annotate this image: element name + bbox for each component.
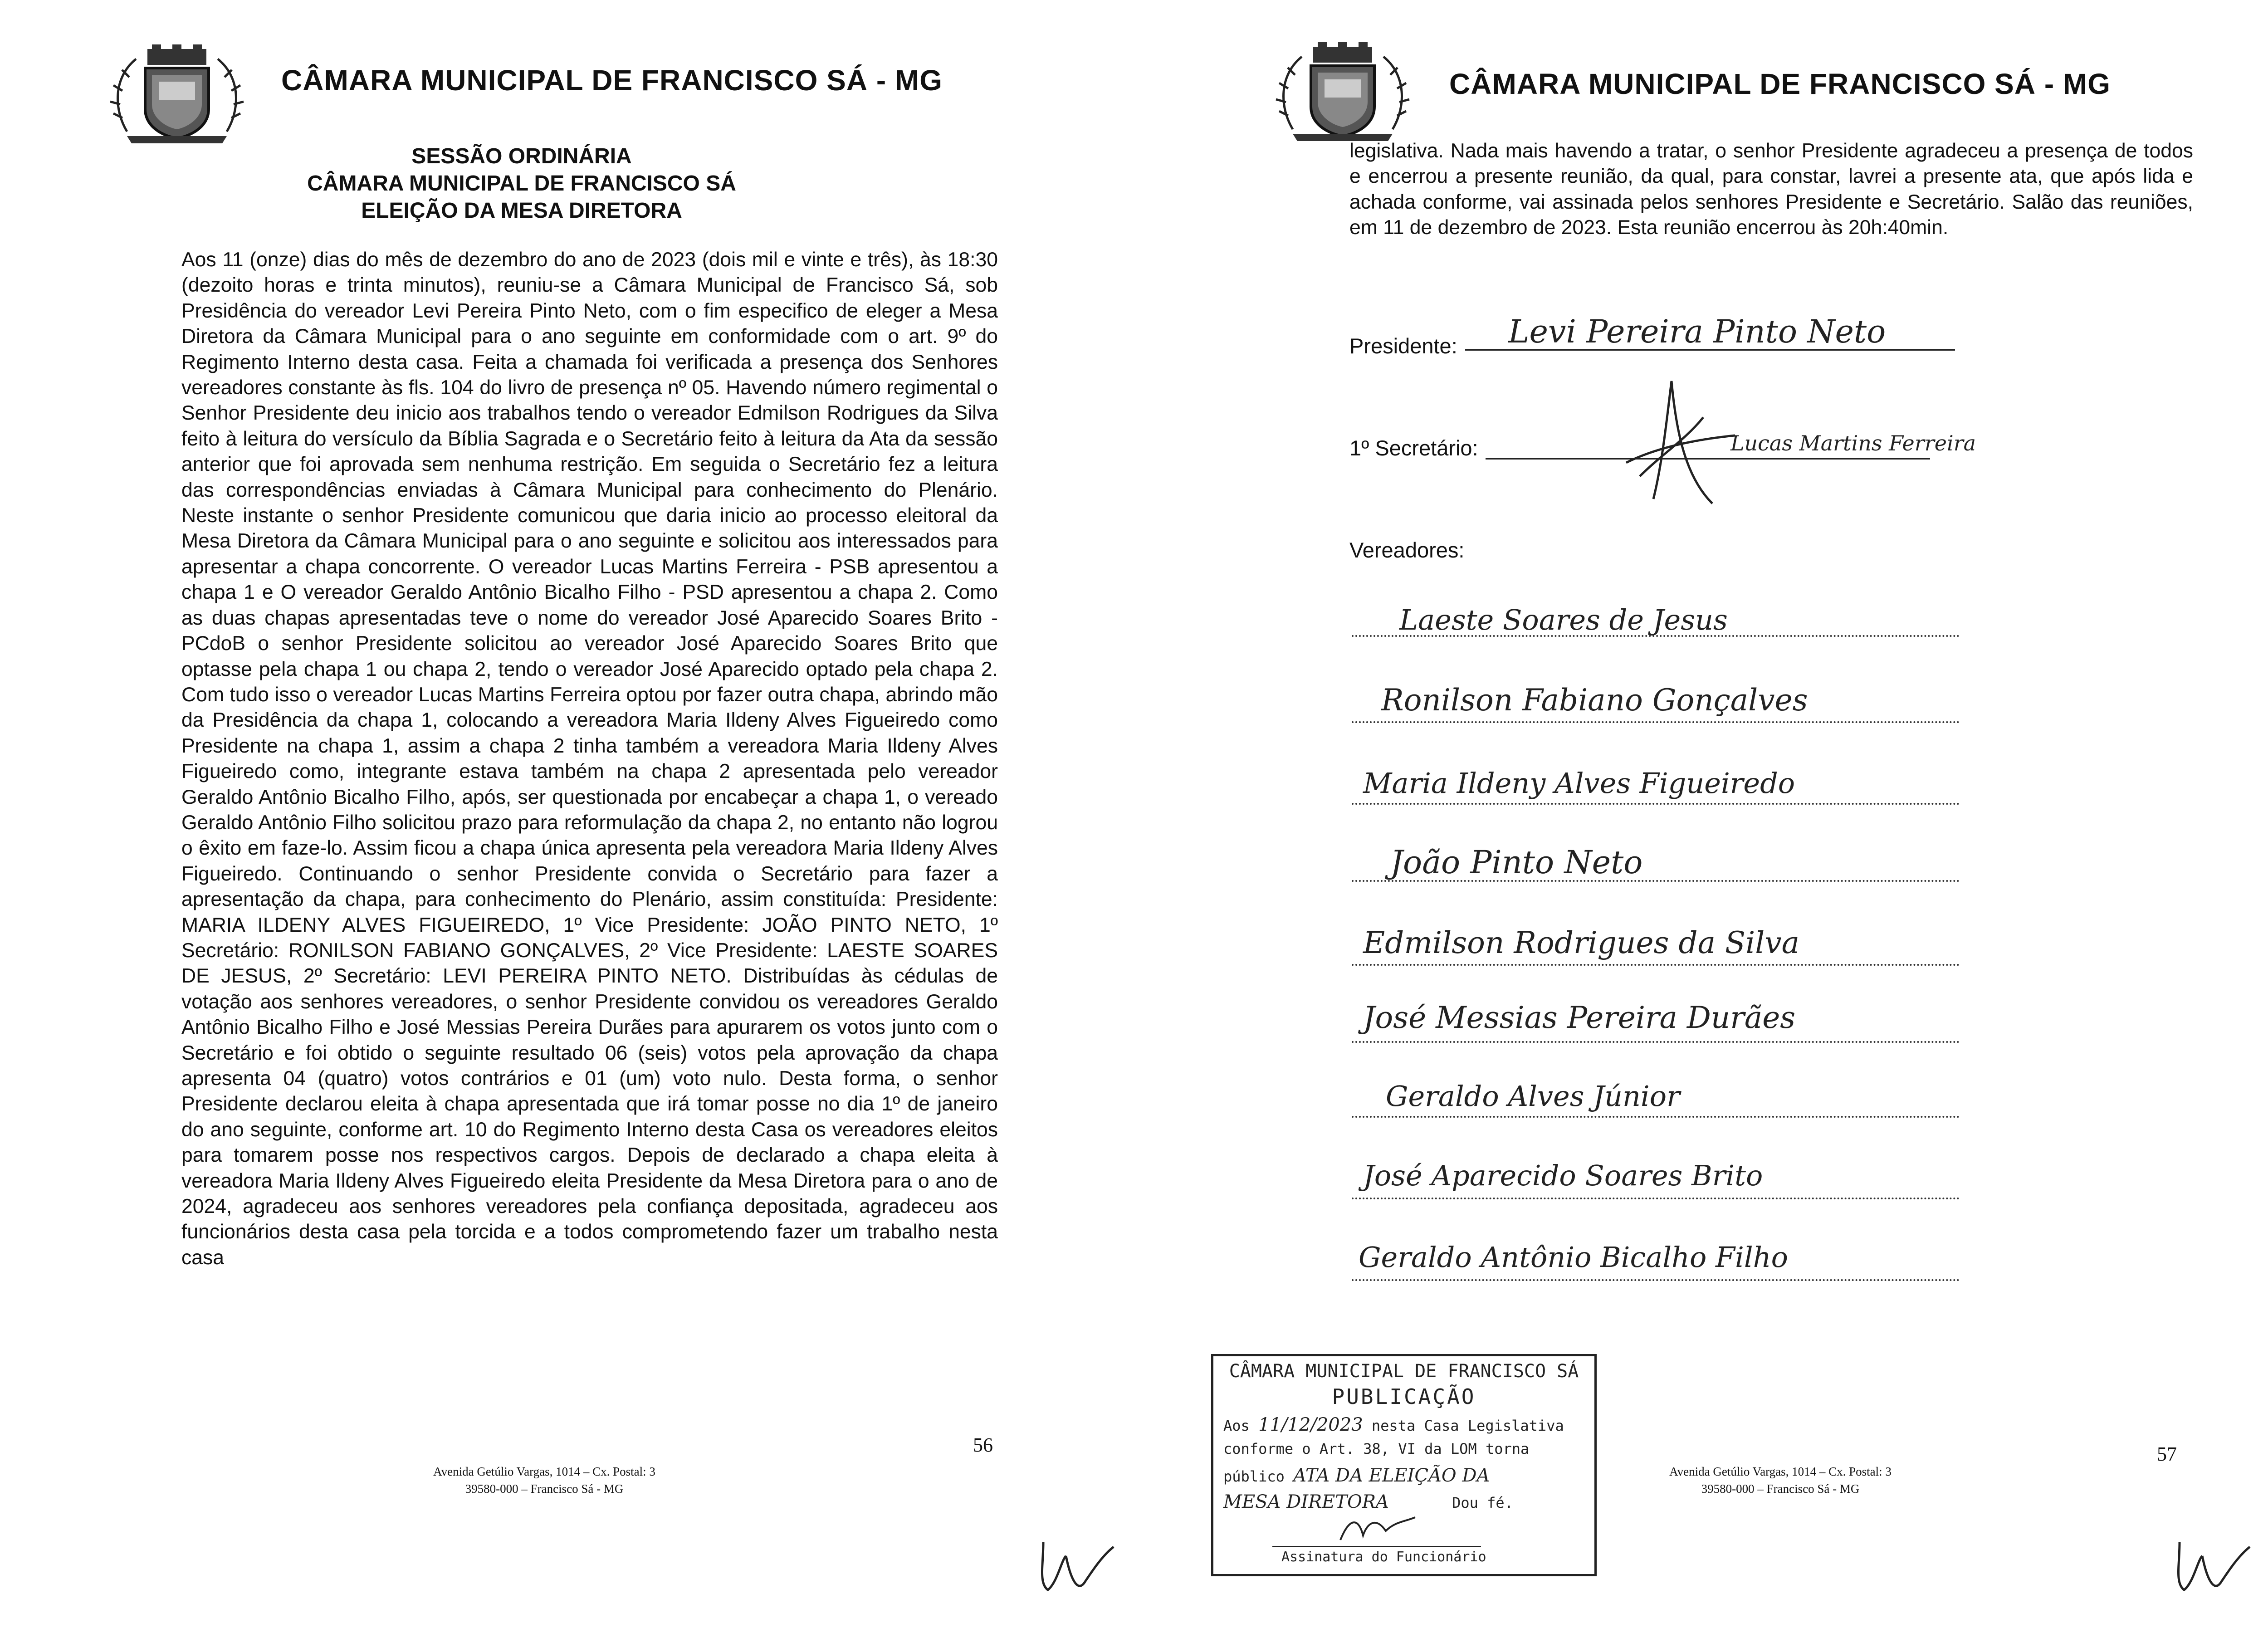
title-line-3: ELEIÇÃO DA MESA DIRETORA: [361, 199, 682, 223]
header-title: CÂMARA MUNICIPAL DE FRANCISCO SÁ - MG: [281, 64, 943, 97]
stamp-signature-line: [1272, 1546, 1481, 1547]
stamp-aos: Aos: [1223, 1417, 1250, 1434]
stamp-heading: PUBLICAÇÃO: [1332, 1384, 1476, 1409]
councillor-signature: José Messias Pereira Durães: [1363, 1000, 1796, 1035]
session-title: [272, 143, 771, 225]
councillor-signature: Maria Ildeny Alves Figueiredo: [1363, 767, 1795, 800]
address-line-2: 39580-000 – Francisco Sá - MG: [1701, 1482, 1860, 1496]
stamp-publico-row: [1223, 1465, 1490, 1486]
signature-dotted-line: [1352, 1116, 1960, 1118]
president-signature: Levi Pereira Pinto Neto: [1508, 313, 1886, 350]
signature-dotted-line: [1352, 1041, 1960, 1043]
header-title: CÂMARA MUNICIPAL DE FRANCISCO SÁ - MG: [1449, 68, 2111, 100]
coat-of-arms-icon: [1275, 39, 1411, 143]
footer-address: [386, 1463, 703, 1497]
title-line-1: SESSÃO ORDINÁRIA: [411, 144, 632, 168]
rubric-initials-icon: [2170, 1529, 2257, 1601]
stamp-dou-fe: Dou fé.: [1452, 1494, 1513, 1511]
stamp-date-row: [1223, 1414, 1564, 1435]
councillor-signature: João Pinto Neto: [1390, 844, 1643, 881]
councillor-signature: Laeste Soares de Jesus: [1399, 603, 1728, 636]
councillor-signature: Ronilson Fabiano Gonçalves: [1381, 683, 1808, 718]
councillor-signature: Geraldo Alves Júnior: [1386, 1080, 1680, 1113]
rubric-initials-icon: [1034, 1529, 1120, 1601]
secretary-rubric-icon: [1599, 363, 1744, 513]
footer-address: [1622, 1463, 1939, 1497]
stamp-publico: público: [1223, 1468, 1285, 1485]
minutes-body-text: Aos 11 (onze) dias do mês de dezembro do ano de 2023 (dois mil e vinte e três), às 18:30 (dezoito horas e trinta minutos), reuniu-se a Câmara Municipal de Francisco Sá, sob Presidência do vereador Levi Pereira Pinto Neto, com o fim especifico de eleger a Mesa Diretora da Câmara Municipal para o ano seguinte em conformidade com o art. 9º do Regimento Interno desta casa. Feita a chamada foi verificada a presença dos Senhores vereadores constante às fls. 104 do livro de presença nº 05. Havendo número regimental o Senhor Presidente deu inicio aos trabalhos tendo o vereador Edmilson Rodrigues da Silva feito à leitura do versículo da Bíblia Sagrada e o Secretário feito à leitura da Ata da sessão anterior que foi aprovada sem nenhuma restrição. Em seguida o Secretário fez a leitura das correspondências enviadas à Câmara Municipal para conhecimento do Plenário. Neste instante o senhor Presidente comunicou que daria inicio ao processo eleitoral da Mesa Diretora da Câmara Municipal para o ano seguinte e solicitou aos interessados para apresentar a chapa concorrente. O vereador Lucas Martins Ferreira - PSB apresentou a chapa 1 e O vereador Geraldo Antônio Bicalho Filho - PSD apresentou a chapa 2. Como as duas chapas apresentadas teve o nome do vereador José Aparecido Soares Brito - PCdoB o senhor Presidente solicitou ao vereador José Aparecido Soares Brito que optasse pela chapa 1 ou chapa 2, tendo o vereador José Aparecido optado pela chapa 2. Com tudo isso o vereador Lucas Martins Ferreira optou por fazer outra chapa, abrindo mão da Presidência da chapa 1, colocando a vereadora Maria Ildeny Alves Figueiredo como Presidente na chapa 1, assim a chapa 2 tinha também a vereadora Maria Ildeny Alves Figueiredo como, integrante estava também na chapa 2 apresentada pelo vereador Geraldo Antônio Bicalho Filho, após, ser questionada por encabeçar a chapa 1, o vereado Geraldo Antônio Filho solicitou prazo para reformulação da chapa 2, no entanto não logrou o êxito em faze-lo. Assim ficou a chapa única apresenta pela vereadora Maria Ildeny Alves Figueiredo. Continuando o senhor Presidente convida o Secretário para fazer a apresentação da chapa, para conhecimento do Plenário, assim constituída: Presidente: MARIA ILDENY ALVES FIGUEIREDO, 1º Vice Presidente: JOÃO PINTO NETO, 1º Secretário: RONILSON FABIANO GONÇALVES, 2º Vice Presidente: LAESTE SOARES DE JESUS, 2º Secretário: LEVI PEREIRA PINTO NETO. Distribuídas às cédulas de votação aos senhores vereadores, o senhor Presidente convidou os vereadores Geraldo Antônio Bicalho Filho e José Messias Pereira Durães para apurarem os votos junto com o Secretário e foi obtido o seguinte resultado 06 (seis) votos pela aprovação da chapa apresenta 04 (quatro) votos contrários e 01 (um) voto nulo. Desta forma, o senhor Presidente declarou eleita à chapa apresentada que irá tomar posse no dia 1º de janeiro do ano seguinte, conforme art. 10 do Regimento Interno desta Casa os vereadores eleitos para tomarem posse nos respectivos cargos. Depois de declarado a chapa eleita à vereadora Maria Ildeny Alves Figueiredo eleita Presidente da Mesa Diretora para o ano de 2024, agradeceu aos senhores vereadores pela confiança depositada, agradeceu aos funcionários desta casa pela torcida e a todos comprometendo fazer um trabalho nesta casa: [181, 249, 998, 1269]
signature-dotted-line: [1352, 1279, 1960, 1281]
page-number: 57: [2157, 1443, 2177, 1465]
councillors-label: Vereadores:: [1349, 538, 1465, 562]
page-number: 56: [973, 1434, 993, 1456]
councillor-signature: Geraldo Antônio Bicalho Filho: [1359, 1241, 1788, 1274]
signature-dotted-line: [1352, 803, 1960, 805]
address-line-2: 39580-000 – Francisco Sá - MG: [465, 1482, 624, 1496]
stamp-document-2: MESA DIRETORA: [1223, 1491, 1389, 1512]
stamp-date: 11/12/2023: [1258, 1414, 1363, 1435]
president-label: Presidente:: [1349, 334, 1457, 358]
secretary-signature: Lucas Martins Ferreira: [1730, 431, 1976, 455]
councillor-signature: José Aparecido Soares Brito: [1363, 1159, 1763, 1192]
title-line-2: CÂMARA MUNICIPAL DE FRANCISCO SÁ: [307, 171, 736, 196]
publication-stamp: [1211, 1354, 1597, 1576]
stamp-line4: conforme o Art. 38, VI da LOM torna: [1223, 1440, 1530, 1457]
stamp-caption: Assinatura do Funcionário: [1281, 1549, 1486, 1565]
signature-dotted-line: [1352, 721, 1960, 723]
stamp-document-1: ATA DA ELEIÇÃO DA: [1293, 1465, 1490, 1486]
signature-dotted-line: [1352, 1198, 1960, 1199]
address-line-1: Avenida Getúlio Vargas, 1014 – Cx. Postal: 3: [433, 1465, 655, 1478]
councillor-signature: Edmilson Rodrigues da Silva: [1363, 925, 1799, 960]
secretary-label: 1º Secretário:: [1349, 436, 1478, 460]
signature-dotted-line: [1352, 964, 1960, 966]
minutes-body-text: legislativa. Nada mais havendo a tratar, o senhor Presidente agradeceu a presença de todos e encerrou a presente reunião, da qual, para constar, lavrei a presente ata, que após lida e achada conforme, vai assinada pelos senhores Presidente e Secretário. Salão das reuniões, em 11 de dezembro de 2023. Esta reunião encerrou às 20h:40min.: [1349, 140, 2193, 239]
stamp-institution: CÂMARA MUNICIPAL DE FRANCISCO SÁ: [1229, 1361, 1579, 1382]
address-line-1: Avenida Getúlio Vargas, 1014 – Cx. Postal: 3: [1669, 1465, 1892, 1478]
coat-of-arms-icon: [109, 41, 245, 145]
stamp-signature-icon: [1331, 1508, 1422, 1549]
stamp-line3: nesta Casa Legislativa: [1371, 1417, 1564, 1434]
